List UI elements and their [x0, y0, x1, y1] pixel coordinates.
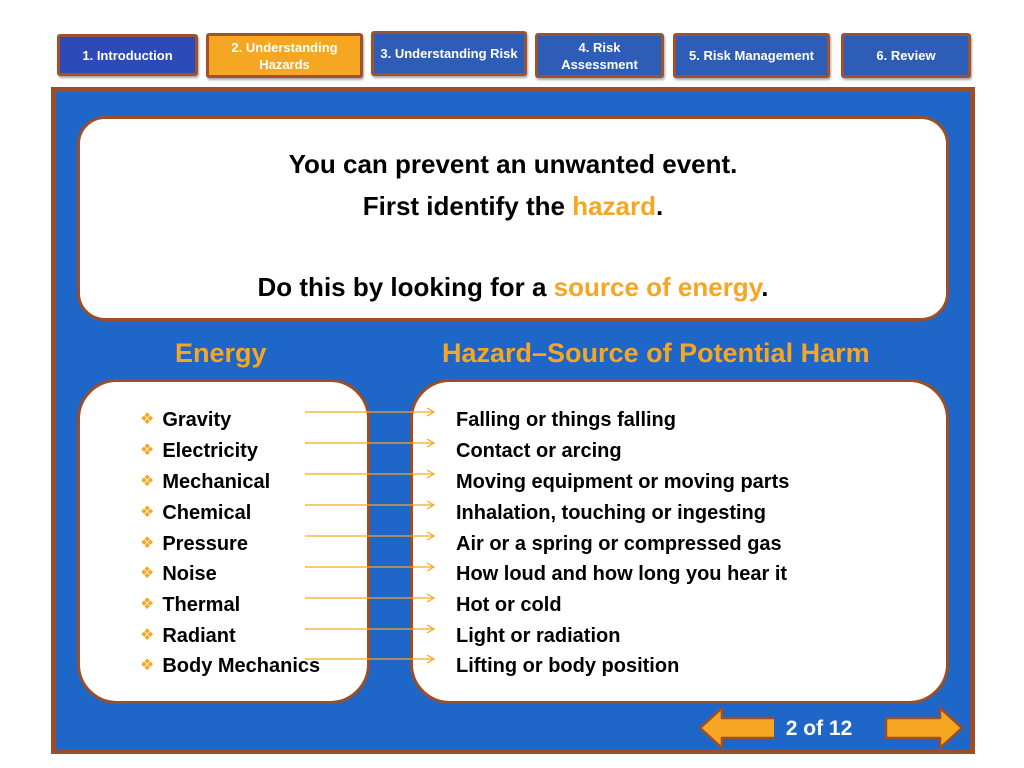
tab-label: 6. Review	[876, 48, 936, 63]
tab-label: 2. Understanding Hazards	[231, 39, 338, 72]
diamond-bullet-icon: ❖	[140, 411, 155, 428]
arrow-connector-icon	[305, 623, 437, 635]
arrow-connector-icon	[305, 653, 437, 665]
diamond-bullet-icon: ❖	[140, 596, 155, 613]
hazard-item: Falling or things falling	[456, 409, 676, 431]
hazard-item: Moving equipment or moving parts	[456, 471, 790, 493]
energy-item-mechanical	[140, 471, 270, 494]
tab-introduction[interactable]	[57, 34, 198, 76]
energy-heading: Energy	[175, 338, 267, 368]
energy-item-electricity	[140, 440, 258, 463]
energy-label: Thermal	[162, 594, 241, 616]
tab-understanding-risk[interactable]	[371, 31, 527, 76]
arrow-connector-icon	[305, 530, 437, 542]
hazard-item: Hot or cold	[456, 594, 562, 616]
hazard-item: How loud and how long you hear it	[456, 563, 788, 585]
arrow-connector-icon	[305, 468, 437, 480]
diamond-bullet-icon: ❖	[140, 442, 155, 459]
hazard-item: Inhalation, touching or ingesting	[456, 502, 766, 524]
energy-label: Noise	[162, 563, 217, 585]
diamond-bullet-icon: ❖	[140, 657, 155, 674]
diamond-bullet-icon: ❖	[140, 565, 155, 582]
hazard-highlight: hazard	[572, 191, 657, 221]
arrow-left-icon[interactable]	[698, 706, 778, 750]
hazard-item: Contact or arcing	[456, 440, 622, 462]
energy-item-gravity	[140, 409, 231, 432]
intro-line-1: You can prevent an unwanted event.	[288, 149, 738, 179]
tab-label: 4. Risk Assessment	[561, 39, 638, 72]
energy-label: Body Mechanics	[162, 655, 321, 677]
diamond-bullet-icon: ❖	[140, 473, 155, 490]
intro-line-2-period: .	[656, 191, 664, 221]
energy-label: Gravity	[162, 409, 232, 431]
arrow-connector-icon	[305, 406, 437, 418]
arrow-connector-icon	[305, 561, 437, 573]
energy-label: Radiant	[162, 625, 236, 647]
diamond-bullet-icon: ❖	[140, 535, 155, 552]
intro-line-3-period: .	[761, 272, 769, 302]
diamond-bullet-icon: ❖	[140, 504, 155, 521]
energy-label: Electricity	[162, 440, 258, 462]
energy-item-radiant	[140, 625, 236, 648]
tab-understanding-hazards[interactable]	[206, 33, 363, 78]
hazard-heading: Hazard–Source of Potential Harm	[442, 338, 870, 368]
tab-label: 1. Introduction	[82, 47, 173, 63]
energy-label: Chemical	[162, 502, 252, 524]
tab-label: 3. Understanding Risk	[380, 46, 518, 61]
arrow-right-icon[interactable]	[884, 706, 964, 750]
arrow-connector-icon	[305, 499, 437, 511]
energy-item-noise	[140, 563, 217, 586]
energy-label: Pressure	[162, 533, 248, 555]
intro-line-2	[80, 191, 946, 222]
energy-item-chemical	[140, 502, 251, 525]
hazard-item: Lifting or body position	[456, 655, 680, 677]
tab-risk-assessment[interactable]	[535, 33, 664, 78]
tab-label: 5. Risk Management	[689, 48, 814, 63]
arrow-connector-icon	[305, 592, 437, 604]
energy-source-highlight: source of energy	[553, 272, 762, 302]
energy-item-body-mechanics	[140, 655, 320, 678]
intro-box	[77, 116, 949, 321]
tab-review[interactable]	[841, 33, 971, 78]
page-counter: 2 of 12	[774, 713, 864, 745]
arrow-connector-icon	[305, 437, 437, 449]
tab-risk-management[interactable]	[673, 33, 830, 78]
hazard-item: Light or radiation	[456, 625, 621, 647]
energy-label: Mechanical	[162, 471, 271, 493]
diamond-bullet-icon: ❖	[140, 627, 155, 644]
intro-line-3-text: Do this by looking for a	[257, 272, 554, 302]
intro-line-3	[80, 272, 946, 303]
energy-item-pressure	[140, 533, 248, 556]
hazard-item: Air or a spring or compressed gas	[456, 533, 782, 555]
energy-item-thermal	[140, 594, 240, 617]
intro-line-2-text: First identify the	[362, 191, 573, 221]
